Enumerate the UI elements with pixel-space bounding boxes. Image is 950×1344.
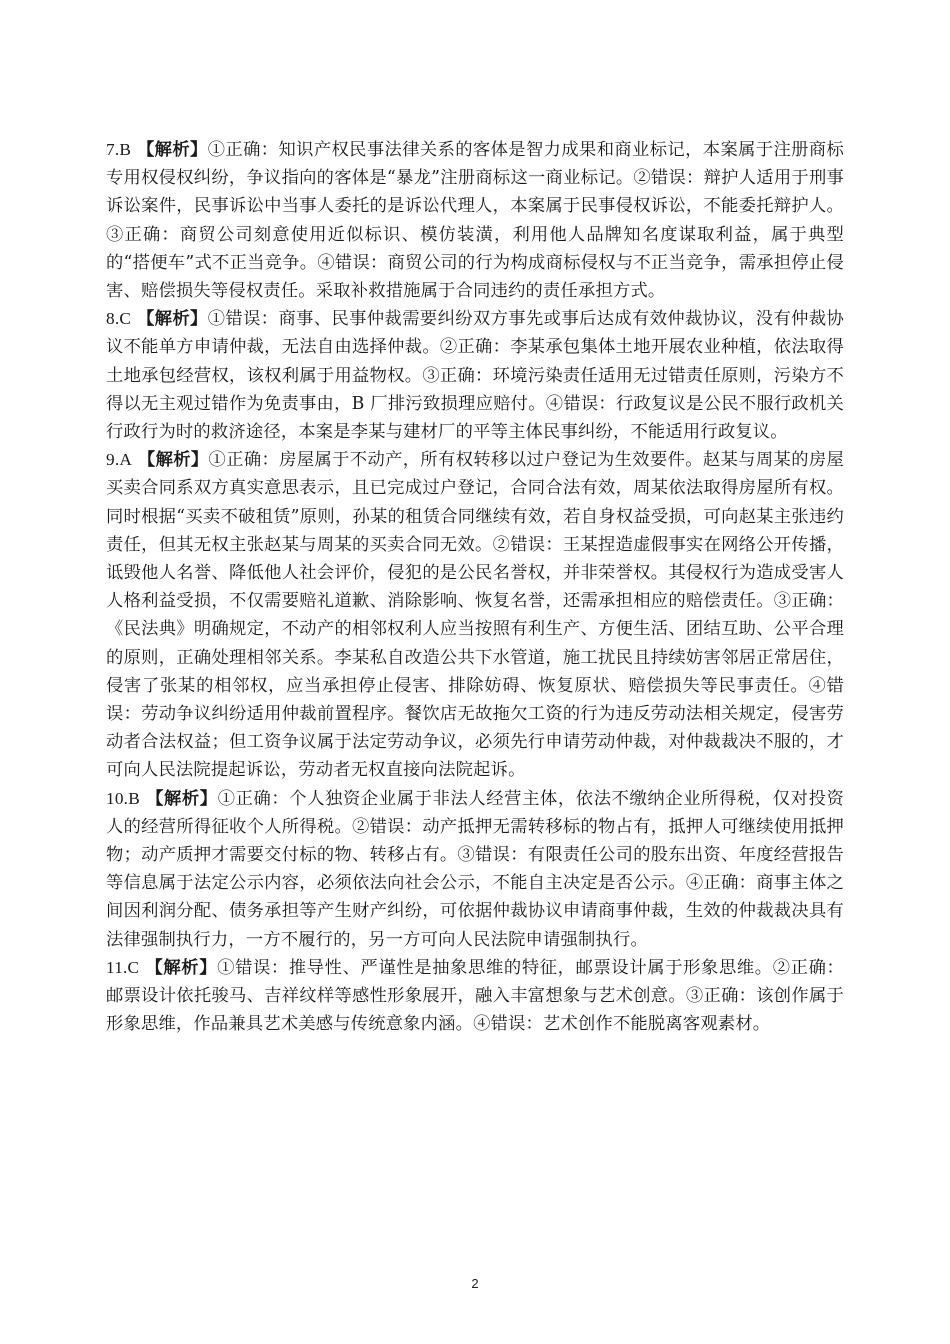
analysis-tag: 【解析】 [137,309,208,330]
item-text: ①错误：商事、民事仲裁需要纠纷双方事先或事后达成有效仲裁协议，没有仲裁协议不能单方申请仲裁，无法自由选择仲裁。②正确：李某承包集体土地开展农业种植，依法取得土地承包经营权，该权利属于用益物权。③正确：环境污染责任适用无过错责任原则，污染方不得以无主观过错作为免责事由，B 厂排污致损理应赔付。④错误：行政复议是公民不服行政机关行政行为时的救济途径，本案是李某与建材厂的平等主体民事纠纷，不能适用行政复议。 [106,309,845,443]
analysis-tag: 【解析】 [137,450,209,471]
analysis-tag: 【解析】 [146,788,218,809]
item-number: 7.B [106,140,132,159]
page-number: 2 [471,1276,479,1291]
answer-item-8 [106,305,844,446]
analysis-tag: 【解析】 [145,957,218,978]
item-number: 11.C [106,957,140,977]
analysis-tag: 【解析】 [137,140,208,160]
answer-item-9 [106,446,844,784]
answer-item-10 [106,785,844,954]
answer-item-7 [106,136,844,305]
item-number: 8.C [106,309,132,329]
item-text: ①正确：房屋属于不动产，所有权转移以过户登记为生效要件。赵某与周某的房屋买卖合同系双方真实意思表示，且已完成过户登记，合同合法有效，周某依法取得房屋所有权。同时根据“买卖不破租赁”原则，孙某的租赁合同继续有效，若自身权益受损，可向赵某主张违约责任，但其无权主张赵某与周某的买卖合同无效。②错误：王某捏造虚假事实在网络公开传播，诋毁他人名誉、降低他人社会评价，侵犯的是公民名誉权，并非荣誉权。其侵权行为造成受害人人格利益受损，不仅需要赔礼道歉、消除影响、恢复名誉，还需承担相应的赔偿责任。③正确：《民法典》明确规定，不动产的相邻权利人应当按照有利生产、方便生活、团结互助、公平合理的原则，正确处理相邻关系。李某私自改造公共下水管道，施工扰民且持续妨害邻居正常居住，侵害了张某的相邻权，应当承担停止侵害、排除妨碍、恢复原状、赔偿损失等民事责任。④错误：劳动争议纠纷适用仲裁前置程序。餐饮店无故拖欠工资的行为违反劳动法相关规定，侵害劳动者合法权益；但工资争议属于法定劳动争议，必须先行申请劳动仲裁，对仲裁裁决不服的，才可向人民法院提起诉讼，劳动者无权直接向法院起诉。 [106,450,844,781]
item-number: 10.B [106,788,140,808]
item-text: ①正确：知识产权民事法律关系的客体是智力成果和商业标记，本案属于注册商标专用权侵权纠纷，争议指向的客体是“暴龙”注册商标这一商业标记。②错误：辩护人适用于刑事诉讼案件，民事诉讼中当事人委托的是诉讼代理人，本案属于民事侵权诉讼，不能委托辩护人。③正确：商贸公司刻意使用近似标识、模仿装潢，利用他人品牌知名度谋取利益，属于典型的“搭便车”式不正当竞争。④错误：商贸公司的行为构成商标侵权与不正当竞争，需承担停止侵害、赔偿损失等侵权责任。采取补救措施属于合同违约的责任承担方式。 [106,140,845,302]
answer-explanations [106,136,844,1039]
item-text: ①错误：推导性、严谨性是抽象思维的特征，邮票设计属于形象思维。②正确：邮票设计依托骏马、吉祥纹样等感性形象展开，融入丰富想象与艺术创意。③正确：该创作属于形象思维，作品兼具艺术美感与传统意象内涵。④错误：艺术创作不能脱离客观素材。 [106,957,844,1035]
item-text: ①正确：个人独资企业属于非法人经营主体，依法不缴纳企业所得税，仅对投资人的经营所得征收个人所得税。②错误：动产抵押无需转移标的物占有，抵押人可继续使用抵押物；动产质押才需要交付标的物、转移占有。③错误：有限责任公司的股东出资、年度经营报告等信息属于法定公示内容，必须依法向社会公示，不能自主决定是否公示。④正确：商事主体之间因利润分配、债务承担等产生财产纠纷，可依据仲裁协议申请商事仲裁，生效的仲裁裁决具有法律强制执行力，一方不履行的，另一方可向人民法院申请强制执行。 [106,788,844,950]
answer-item-11 [106,954,844,1039]
item-number: 9.A [106,450,133,470]
